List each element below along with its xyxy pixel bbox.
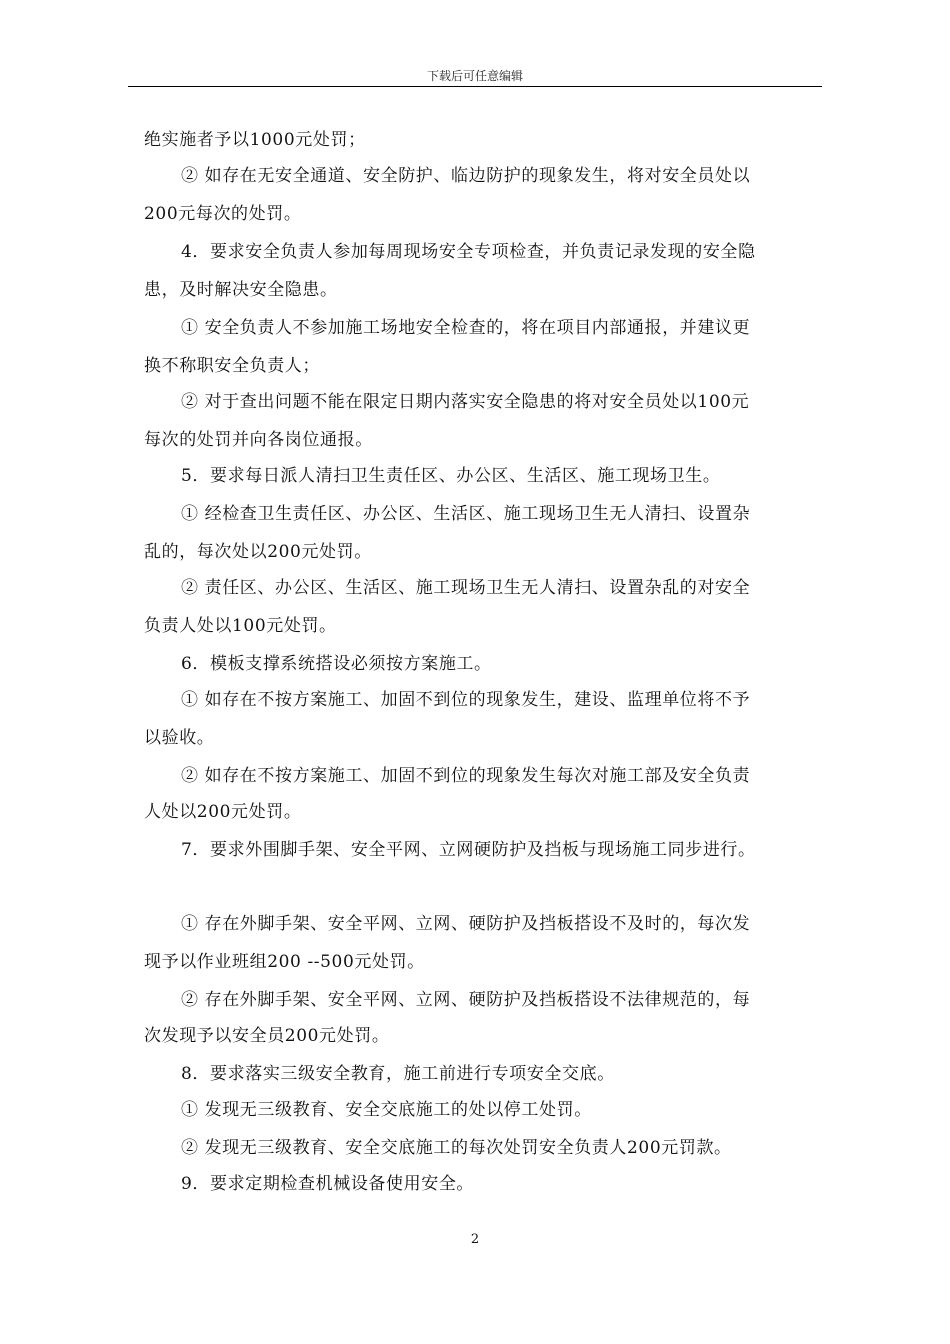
text-line: ① 如存在不按方案施工、加固不到位的现象发生，建设、监理单位将不予 — [181, 690, 751, 710]
text-line: 以验收。 — [144, 728, 215, 748]
header-note: 下载后可任意编辑 — [426, 69, 523, 83]
text-line: 每次的处罚并向各岗位通报。 — [144, 430, 373, 450]
text-line: 患，及时解决安全隐患。 — [144, 280, 338, 300]
text-line: 次发现予以安全员200元处罚。 — [144, 1026, 390, 1046]
text-line: 7．要求外围脚手架、安全平网、立网硬防护及挡板与现场施工同步进行。 — [181, 840, 756, 860]
text-line: ① 经检查卫生责任区、办公区、生活区、施工现场卫生无人清扫、设置杂 — [181, 504, 751, 524]
text-line: 人处以200元处罚。 — [144, 802, 302, 822]
text-line: ① 发现无三级教育、安全交底施工的处以停工处罚。 — [181, 1100, 592, 1120]
text-line: ① 存在外脚手架、安全平网、立网、硬防护及挡板搭设不及时的，每次发 — [181, 914, 751, 934]
text-line: ② 如存在无安全通道、安全防护、临边防护的现象发生，将对安全员处以 — [181, 166, 751, 186]
text-line: 绝实施者予以1000元处罚； — [144, 130, 366, 150]
text-line: 4．要求安全负责人参加每周现场安全专项检查，并负责记录发现的安全隐 — [181, 242, 756, 262]
header-rule — [128, 86, 822, 87]
text-line: ② 责任区、办公区、生活区、施工现场卫生无人清扫、设置杂乱的对安全 — [181, 578, 751, 598]
text-line: ② 对于查出问题不能在限定日期内落实安全隐患的将对安全员处以100元 — [181, 392, 750, 412]
text-line: 9．要求定期检查机械设备使用安全。 — [181, 1174, 475, 1194]
text-line: ① 安全负责人不参加施工场地安全检查的，将在项目内部通报，并建议更 — [181, 318, 751, 338]
text-line: 负责人处以100元处罚。 — [144, 616, 337, 636]
text-line: ② 存在外脚手架、安全平网、立网、硬防护及挡板搭设不法律规范的，每 — [181, 990, 751, 1010]
text-line: 8．要求落实三级安全教育，施工前进行专项安全交底。 — [181, 1064, 615, 1084]
text-line: 乱的，每次处以200元处罚。 — [144, 542, 372, 562]
text-line: 现予以作业班组200 --500元处罚。 — [144, 952, 425, 972]
page-number: 2 — [470, 1232, 480, 1247]
text-line: 换不称职安全负责人； — [144, 356, 320, 376]
text-line: ② 发现无三级教育、安全交底施工的每次处罚安全负责人200元罚款。 — [181, 1138, 732, 1158]
text-line: 6．模板支撑系统搭设必须按方案施工。 — [181, 654, 492, 674]
text-line: 200元每次的处罚。 — [144, 204, 302, 224]
text-line: 5．要求每日派人清扫卫生责任区、办公区、生活区、施工现场卫生。 — [181, 466, 721, 486]
text-line: ② 如存在不按方案施工、加固不到位的现象发生每次对施工部及安全负责 — [181, 766, 751, 786]
